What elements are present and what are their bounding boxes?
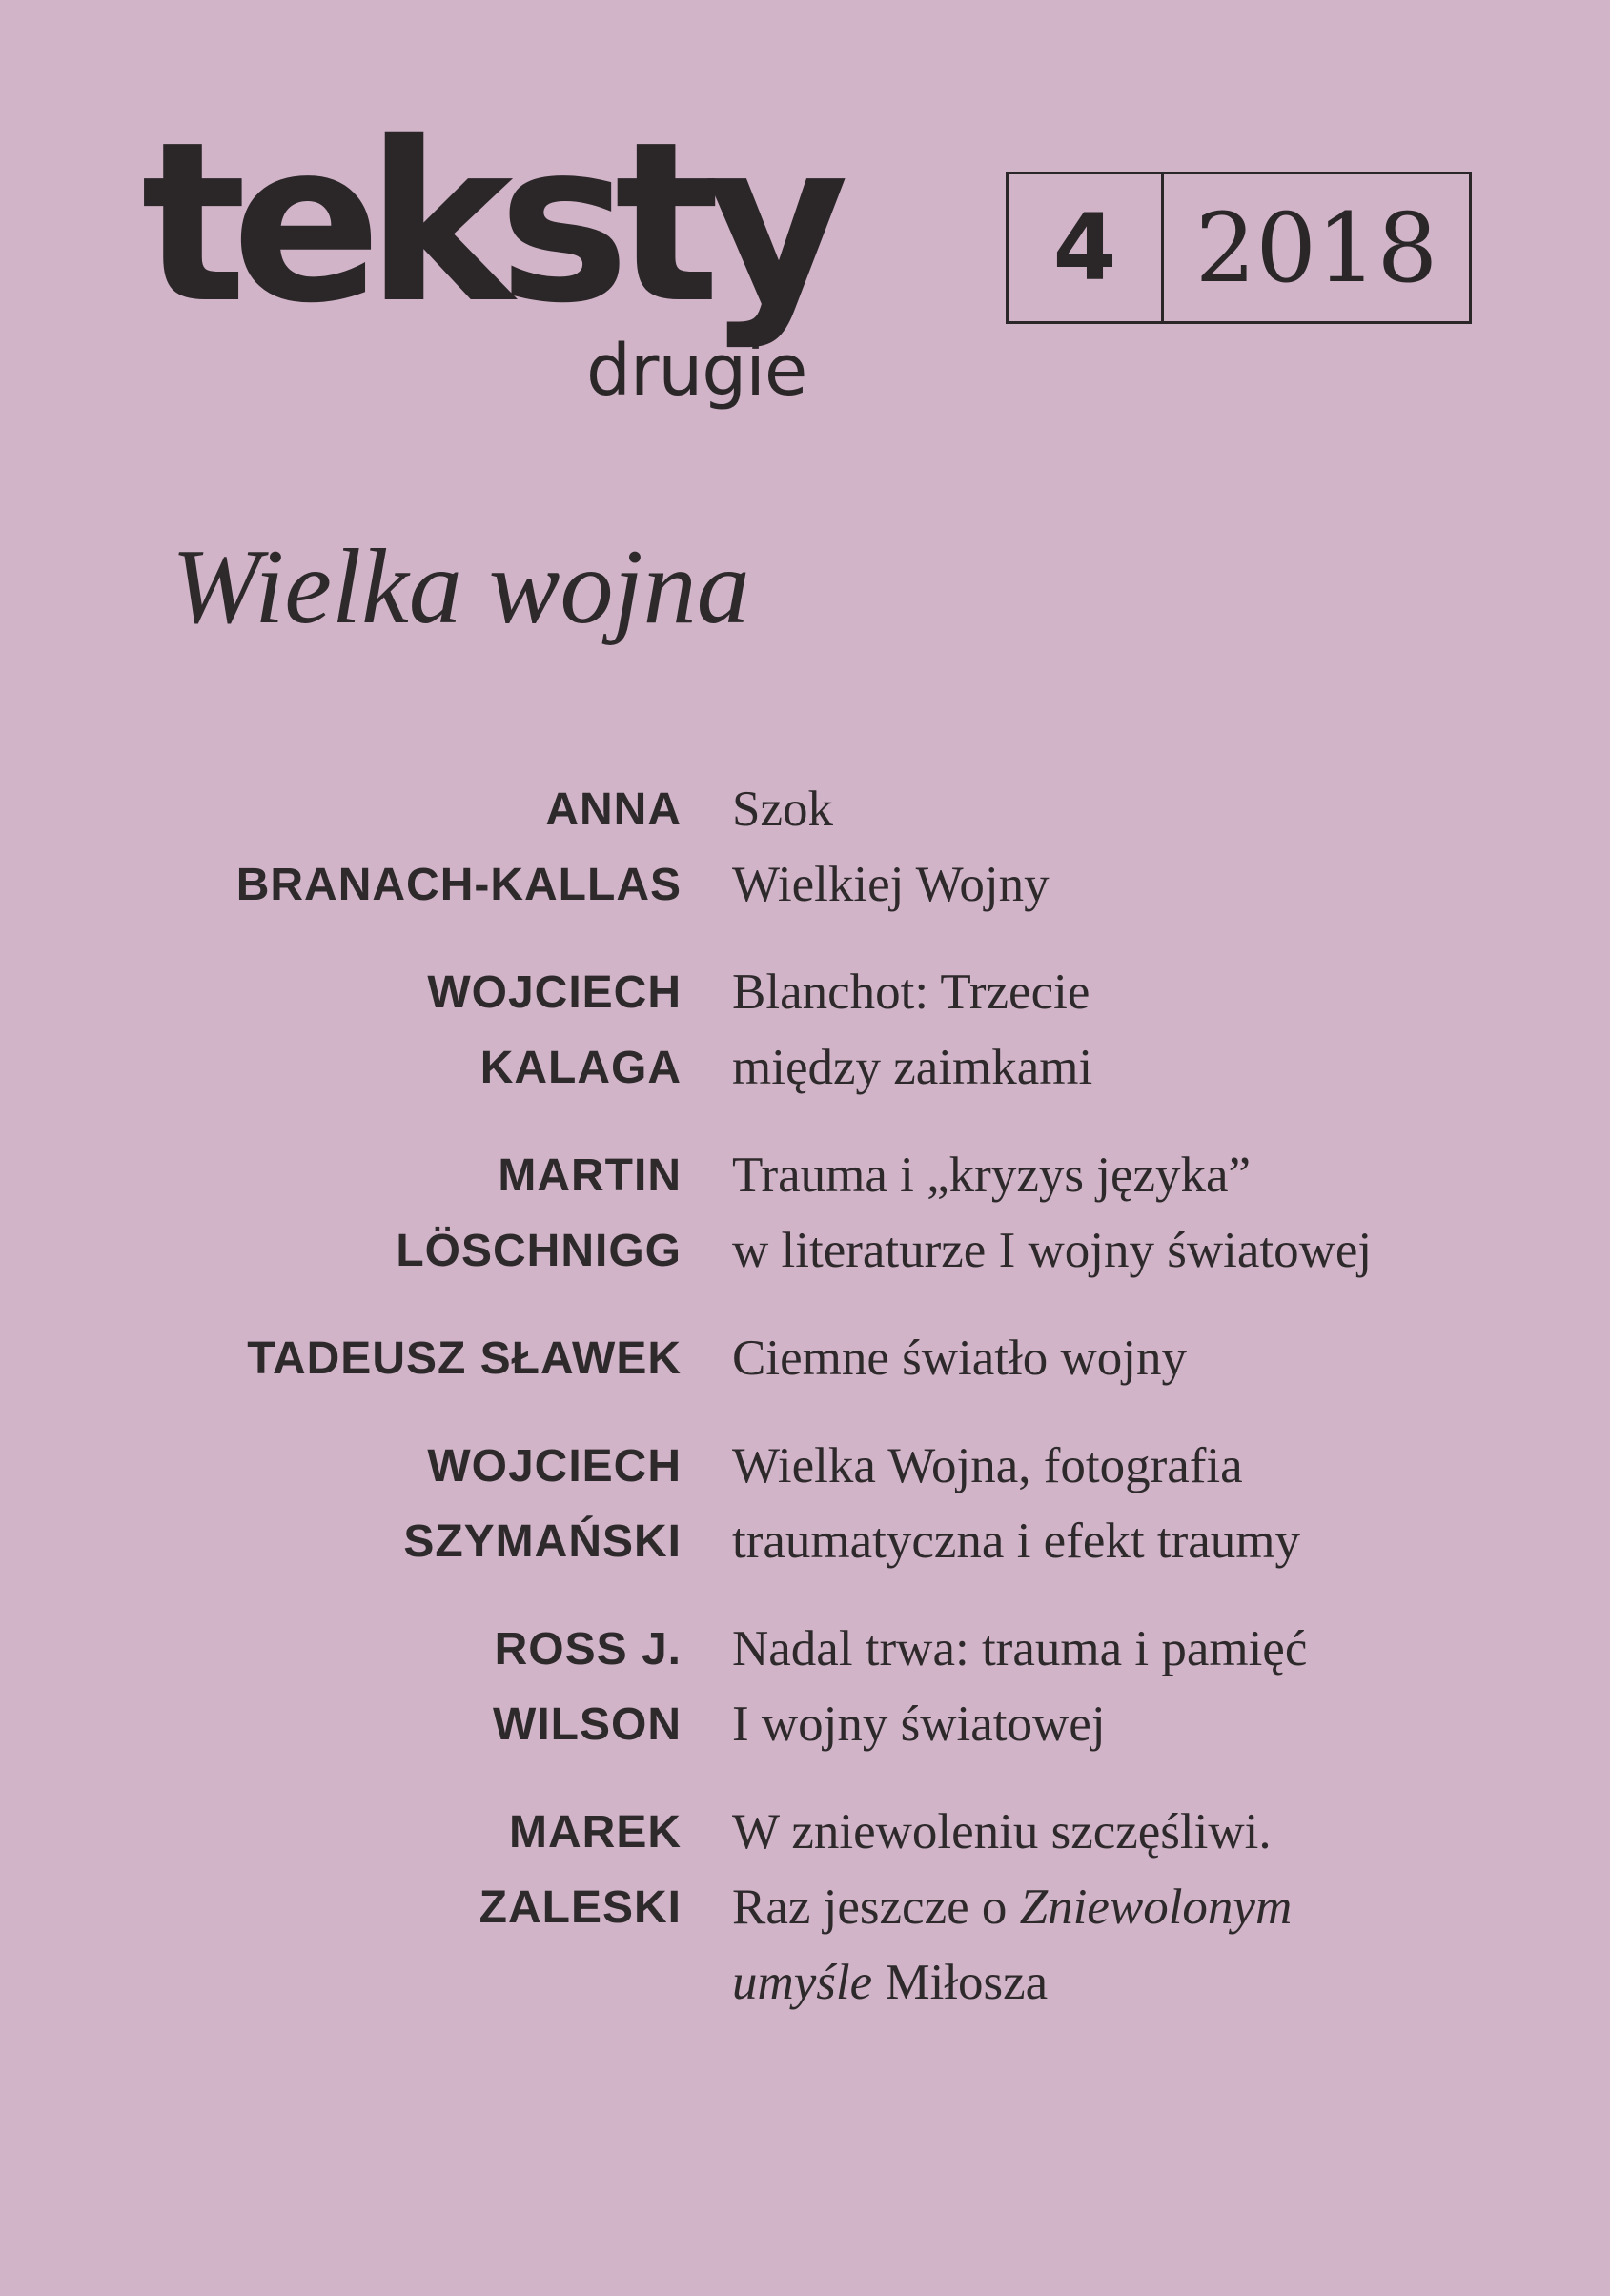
title-line: między zaimkami <box>732 1040 1093 1095</box>
toc-entry <box>0 772 1610 923</box>
issue-number: 4 <box>1009 174 1164 321</box>
author-line: BRANACH-KALLAS <box>235 860 682 910</box>
table-of-contents <box>0 772 1610 2053</box>
author-line: ZALESKI <box>479 1882 682 1933</box>
journal-logo: teksty <box>141 94 834 352</box>
toc-author <box>479 1795 682 1945</box>
toc-entry <box>0 1795 1610 2021</box>
author-line: WILSON <box>493 1699 682 1750</box>
toc-entry <box>0 1138 1610 1289</box>
author-line: ROSS J. <box>494 1624 682 1675</box>
toc-title <box>732 1429 1590 1579</box>
author-line: WOJCIECH <box>427 1441 682 1492</box>
title-line: Blanchot: Trzecie <box>732 965 1090 1020</box>
author-line: TADEUSZ SŁAWEK <box>247 1333 682 1384</box>
title-line <box>732 1870 1590 1945</box>
toc-author <box>236 772 682 923</box>
author-line: SZYMAŃSKI <box>403 1516 682 1567</box>
toc-title <box>732 772 1590 923</box>
title-text: Miłosza <box>885 1955 1049 2010</box>
title-line <box>732 1945 1590 2021</box>
title-line: Ciemne światło wojny <box>732 1331 1187 1386</box>
title-line: I wojny światowej <box>732 1697 1106 1752</box>
journal-logo-subtitle: drugie <box>586 330 807 412</box>
toc-entry <box>0 1321 1610 1396</box>
toc-title <box>732 1795 1590 2021</box>
toc-entry <box>0 1429 1610 1579</box>
toc-title <box>732 1138 1590 1289</box>
toc-author <box>247 1321 682 1396</box>
title-line: w literaturze I wojny światowej <box>732 1223 1373 1278</box>
toc-author <box>427 955 682 1106</box>
toc-title <box>732 955 1590 1106</box>
title-line: Szok <box>732 782 833 837</box>
title-line: Trauma i „kryzys języka” <box>732 1148 1252 1203</box>
author-line: WOJCIECH <box>427 967 682 1018</box>
toc-title <box>732 1321 1590 1396</box>
author-line: MARTIN <box>498 1150 682 1201</box>
toc-entry <box>0 955 1610 1106</box>
issue-year: 2018 <box>1194 192 1438 304</box>
title-line: Wielkiej Wojny <box>732 857 1050 912</box>
toc-title <box>732 1612 1590 1762</box>
title-line: traumatyczna i efekt traumy <box>732 1514 1300 1569</box>
issue-theme: Wielka wojna <box>172 528 750 646</box>
title-italic: Zniewolonym <box>1019 1879 1293 1935</box>
title-line: Wielka Wojna, fotografia <box>732 1438 1243 1493</box>
title-italic: umyśle <box>732 1955 873 2010</box>
toc-author <box>403 1429 682 1579</box>
author-line: MAREK <box>509 1807 682 1858</box>
toc-author <box>396 1138 682 1289</box>
toc-entry <box>0 1612 1610 1762</box>
author-line: KALAGA <box>479 1043 682 1093</box>
author-line: ANNA <box>545 784 682 835</box>
issue-box <box>1006 172 1472 324</box>
toc-author <box>493 1612 682 1762</box>
author-line: LÖSCHNIGG <box>396 1226 682 1276</box>
title-text: Raz jeszcze o <box>732 1879 1008 1935</box>
title-line: W zniewoleniu szczęśliwi. <box>732 1804 1272 1859</box>
title-line: Nadal trwa: trauma i pamięć <box>732 1621 1308 1676</box>
